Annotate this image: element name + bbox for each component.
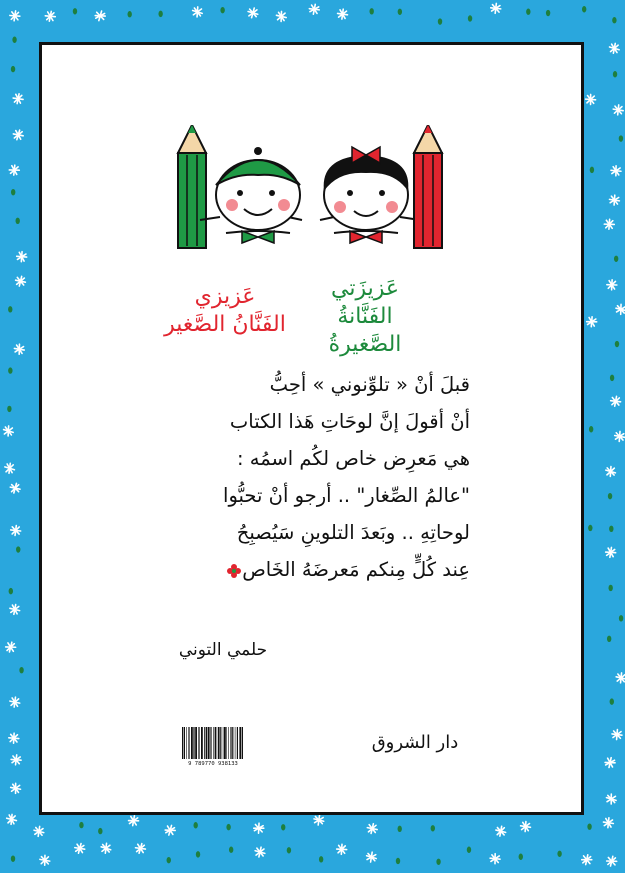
- star-icon: [587, 317, 597, 327]
- dot-icon: [526, 9, 530, 15]
- barcode-bar: [223, 727, 224, 759]
- barcode-bar: [215, 727, 217, 759]
- star-icon: [616, 304, 625, 314]
- star-icon: [9, 165, 19, 175]
- barcode-bar: [198, 727, 199, 759]
- star-icon: [7, 814, 17, 824]
- dot-icon: [619, 135, 623, 141]
- dot-icon: [398, 9, 402, 15]
- dot-icon: [582, 6, 586, 12]
- star-icon: [11, 525, 21, 535]
- message-line: قبلَ أنْ « تلوِّنوني » أحِبُّ: [269, 373, 470, 396]
- star-icon: [605, 758, 615, 768]
- dot-icon: [612, 17, 616, 23]
- star-icon: [613, 105, 623, 115]
- barcode-bar: [235, 727, 236, 759]
- star-icon: [616, 673, 625, 683]
- red-pencil-icon: [414, 125, 442, 248]
- message-line: أنْ أقولَ إنَّ لوحَاتِ هَذا الكتاب: [229, 410, 470, 433]
- star-icon: [16, 276, 26, 286]
- star-icon: [10, 483, 20, 493]
- barcode-number: 9 789770 938133: [188, 761, 238, 767]
- dot-icon: [608, 493, 612, 499]
- barcode-bar: [211, 727, 212, 759]
- dot-icon: [319, 856, 323, 862]
- dot-icon: [615, 341, 619, 347]
- girl-heading-line2: الفَنَّانةُ الصَّغيرةُ: [328, 304, 402, 357]
- dot-icon: [369, 8, 373, 14]
- star-icon: [367, 852, 377, 862]
- dot-icon: [7, 406, 11, 412]
- dot-icon: [519, 854, 523, 860]
- star-icon: [610, 195, 620, 205]
- star-icon: [45, 11, 55, 21]
- star-icon: [607, 856, 617, 866]
- barcode-bar: [224, 727, 226, 759]
- star-icon: [586, 94, 596, 104]
- dot-icon: [468, 15, 472, 21]
- star-icon: [338, 9, 348, 19]
- message-line: لوحاتِهِ .. وبَعدَ التلوينِ سَيُصبِحُ: [236, 521, 470, 544]
- star-icon: [615, 431, 625, 441]
- dot-icon: [9, 588, 13, 594]
- barcode-bar: [191, 727, 193, 759]
- barcode-bar: [204, 727, 205, 759]
- barcode-bar: [182, 727, 183, 759]
- dot-icon: [587, 823, 591, 829]
- barcode-bar: [230, 727, 231, 759]
- dot-icon: [590, 167, 594, 173]
- barcode-bar: [195, 727, 197, 759]
- star-icon: [5, 463, 15, 473]
- star-icon: [491, 3, 501, 13]
- barcode-bar: [218, 727, 220, 759]
- barcode-bar: [239, 727, 241, 759]
- dot-icon: [229, 847, 233, 853]
- star-icon: [101, 843, 111, 853]
- message-line: "عالمُ الصِّغار" .. أرجو أنْ تحبُّوا: [223, 484, 470, 507]
- barcode-bar: [186, 727, 187, 759]
- dot-icon: [11, 66, 15, 72]
- dot-icon: [12, 37, 16, 43]
- star-icon: [10, 11, 20, 21]
- barcode-bars: [181, 727, 245, 761]
- barcode-bar: [226, 727, 227, 759]
- star-icon: [11, 755, 21, 765]
- dot-icon: [619, 615, 623, 621]
- star-icon: [13, 130, 23, 140]
- barcode-bar: [206, 727, 207, 759]
- barcode-bar: [228, 727, 229, 759]
- dot-icon: [11, 855, 15, 861]
- dot-icon: [438, 18, 442, 24]
- publisher-logo: دار الشروق: [371, 732, 459, 753]
- star-icon: [40, 855, 50, 865]
- dot-icon: [610, 698, 614, 704]
- dot-icon: [167, 857, 171, 863]
- dot-icon: [467, 847, 471, 853]
- boy-heading-line1: عَزيزي: [194, 284, 256, 309]
- dot-icon: [193, 822, 197, 828]
- dot-icon: [436, 859, 440, 865]
- dot-icon: [610, 375, 614, 381]
- star-icon: [4, 426, 14, 436]
- star-icon: [255, 847, 265, 857]
- barcode-bar: [188, 727, 189, 759]
- dot-icon: [196, 851, 200, 857]
- flower-icon: [226, 563, 242, 579]
- star-icon: [611, 396, 621, 406]
- star-icon: [490, 854, 500, 864]
- star-icon: [193, 7, 203, 17]
- star-icon: [11, 783, 21, 793]
- dot-icon: [398, 826, 402, 832]
- star-icon: [75, 844, 85, 854]
- star-icon: [6, 642, 16, 652]
- star-icon: [34, 826, 44, 836]
- message-line-last: [140, 551, 470, 588]
- star-icon: [13, 94, 23, 104]
- star-icon: [606, 547, 616, 557]
- barcode-bar: [201, 727, 203, 759]
- star-icon: [606, 466, 616, 476]
- author-message: [140, 366, 470, 588]
- dot-icon: [16, 546, 20, 552]
- star-icon: [611, 166, 621, 176]
- dot-icon: [557, 851, 561, 857]
- dot-icon: [158, 11, 162, 17]
- star-icon: [314, 815, 324, 825]
- message-line: عِند كُلٍّ مِنكم مَعرضَهُ الخَاص: [242, 558, 470, 581]
- barcode-bar: [237, 727, 238, 759]
- star-icon: [10, 605, 20, 615]
- barcode-bar: [220, 727, 221, 759]
- dot-icon: [431, 825, 435, 831]
- dot-icon: [609, 526, 613, 532]
- barcode-bar: [210, 727, 211, 759]
- dot-icon: [608, 585, 612, 591]
- barcode-bar: [184, 727, 185, 759]
- barcode-bar: [193, 727, 194, 759]
- dot-icon: [588, 525, 592, 531]
- star-icon: [582, 855, 592, 865]
- star-icon: [521, 822, 531, 832]
- star-icon: [248, 8, 258, 18]
- star-icon: [10, 697, 20, 707]
- dot-icon: [607, 636, 611, 642]
- barcode-bar: [213, 727, 214, 759]
- barcode-bar: [232, 727, 233, 759]
- star-icon: [95, 11, 105, 21]
- star-icon: [254, 823, 264, 833]
- dot-icon: [281, 824, 285, 830]
- star-icon: [367, 824, 377, 834]
- dot-icon: [73, 8, 77, 14]
- star-icon: [135, 844, 145, 854]
- barcode-bar: [208, 727, 210, 759]
- star-icon: [610, 43, 620, 53]
- dot-icon: [98, 828, 102, 834]
- dot-icon: [8, 306, 12, 312]
- dot-icon: [613, 71, 617, 77]
- dot-icon: [127, 11, 131, 17]
- dot-icon: [79, 822, 83, 828]
- star-icon: [129, 816, 139, 826]
- star-icon: [604, 219, 614, 229]
- star-icon: [165, 825, 175, 835]
- dot-icon: [19, 667, 23, 673]
- star-icon: [337, 844, 347, 854]
- dot-icon: [589, 426, 593, 432]
- boy-heading-line2: الفَنَّانُ الصَّغير: [164, 312, 286, 337]
- girl-face-icon: [320, 147, 420, 243]
- dot-icon: [11, 189, 15, 195]
- boy-face-icon: [200, 147, 302, 243]
- star-icon: [612, 730, 622, 740]
- dot-icon: [16, 218, 20, 224]
- star-icon: [9, 733, 19, 743]
- girl-artist-heading: [300, 275, 430, 359]
- star-icon: [17, 252, 27, 262]
- green-pencil-icon: [178, 125, 206, 248]
- girl-heading-line1: عَزيزَتي: [331, 276, 399, 301]
- star-icon: [606, 794, 616, 804]
- star-icon: [607, 280, 617, 290]
- dot-icon: [8, 367, 12, 373]
- star-icon: [276, 11, 286, 21]
- dot-icon: [546, 10, 550, 16]
- dot-icon: [614, 256, 618, 262]
- star-icon: [14, 344, 24, 354]
- barcode-bar: [242, 727, 243, 759]
- author-signature: حلمي التوني: [178, 640, 268, 660]
- isbn-barcode: [181, 727, 245, 769]
- dot-icon: [287, 847, 291, 853]
- star-icon: [496, 826, 506, 836]
- boy-artist-heading: [160, 283, 290, 339]
- message-line: هي مَعرِض خاص لكُم اسمُه :: [236, 447, 470, 470]
- dot-icon: [396, 858, 400, 864]
- dot-icon: [226, 824, 230, 830]
- star-icon: [309, 4, 319, 14]
- star-icon: [603, 818, 613, 828]
- dot-icon: [220, 7, 224, 13]
- artist-children-illustration: [170, 125, 450, 255]
